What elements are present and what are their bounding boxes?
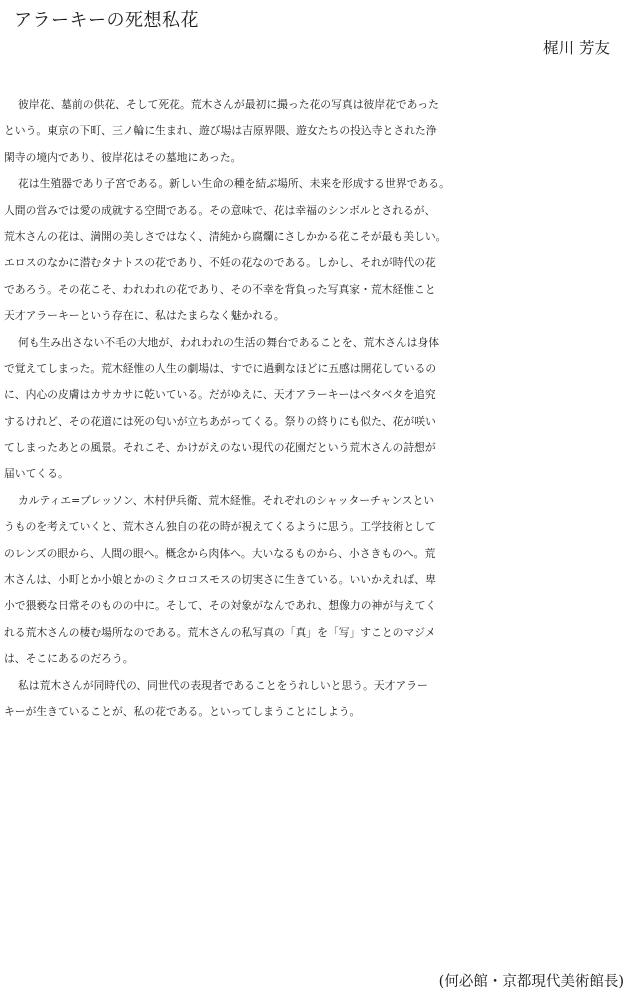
paragraph-line: 届いてくる。 (4, 467, 69, 481)
paragraph-line: に、内心の皮膚はカサカサに乾いている。だがゆえに、天才アラーキーはベタベタを追究 (4, 388, 436, 402)
paragraph-line: 小で猥褻な日常そのものの中に。そして、その対象がなんであれ、想像力の神が与えてく (4, 599, 437, 613)
paragraph-1 (4, 92, 636, 171)
paragraph-line: 木さんは、小町とか小娘とかのミクロコスモスの切実さに生きている。いいかえれば、卑 (4, 573, 436, 587)
paragraph-line: 花は生殖器であり子宮である。新しい生命の種を結ぶ場所、未来を形成する世界である。 (18, 177, 450, 191)
article-body (4, 92, 636, 725)
paragraph-line: 荒木さんの花は、満開の美しさではなく、清純から腐爛にさしかかる花こそが最も美しい。 (4, 229, 447, 243)
paragraph-line: 私は荒木さんが同時代の、同世代の表現者であることをうれしいと思う。天才アラー (18, 678, 428, 692)
paragraph-line: エロスのなかに潜むタナトスの花であり、不妊の花なのである。しかし、それが時代の花 (4, 256, 436, 270)
paragraph-line: うものを考えていくと、荒木さん独自の花の時が視えてくるように思う。工学技術として (4, 520, 436, 534)
paragraph-line: であろう。その花こそ、われわれの花であり、その不幸を背負った写真家・荒木経惟こと (4, 282, 436, 296)
paragraph-line: れる荒木さんの棲む場所なのである。荒木さんの私写真の「真」を「写」すことのマジメ (4, 625, 436, 639)
paragraph-line: という。東京の下町、三ノ輪に生まれ、遊び場は吉原界隈、遊女たちの投込寺とされた浄 (4, 124, 437, 138)
paragraph-line: 天才アラーキーという存在に、私はたまらなく魅かれる。 (4, 309, 285, 323)
paragraph-line: 彼岸花、墓前の供花、そして死花。荒木さんが最初に撮った花の写真は彼岸花であった (18, 98, 439, 111)
paragraph-line: は、そこにあるのだろう。 (4, 652, 134, 666)
article-title: アラーキーの死想私花 (14, 10, 199, 31)
author-name: 梶川 芳友 (543, 39, 610, 57)
paragraph-4 (4, 488, 636, 673)
paragraph-2 (4, 171, 636, 329)
paragraph-line: 人間の営みでは愛の成就する空間である。その意味で、花は幸福のシンボルとされるが、 (4, 203, 436, 217)
paragraph-5 (4, 673, 636, 726)
paragraph-3 (4, 330, 636, 488)
paragraph-line: するけれど、その花道には死の匂いが立ちあがってくる。祭りの終りにも似た、花が咲い (4, 414, 436, 428)
paragraph-line: のレンズの眼から、人間の眼へ。概念から肉体へ。大いなるものから、小さきものへ。荒 (4, 546, 436, 560)
paragraph-line: 閑寺の境内であり、彼岸花はその墓地にあった。 (4, 150, 242, 164)
paragraph-line: 何も生み出さない不毛の大地が、われわれの生活の舞台であることを、荒木さんは身体 (18, 335, 440, 349)
author-affiliation: (何必館・京都現代美術館長) (438, 974, 624, 990)
paragraph-line: キーが生きていることが、私の花である。といってしまうことにしよう。 (4, 704, 361, 718)
paragraph-line: てしまったあとの風景。それこそ、かけがえのない現代の花園だという荒木さんの詩想が (4, 441, 436, 455)
paragraph-line: で覚えてしまった。荒木経惟の人生の劇場は、すでに過剰なほどに五感は開花しているの (4, 361, 437, 375)
paragraph-line: カルティエ=ブレッソン、木村伊兵衛、荒木経惟。それぞれのシャッターチャンスとい (18, 493, 435, 507)
